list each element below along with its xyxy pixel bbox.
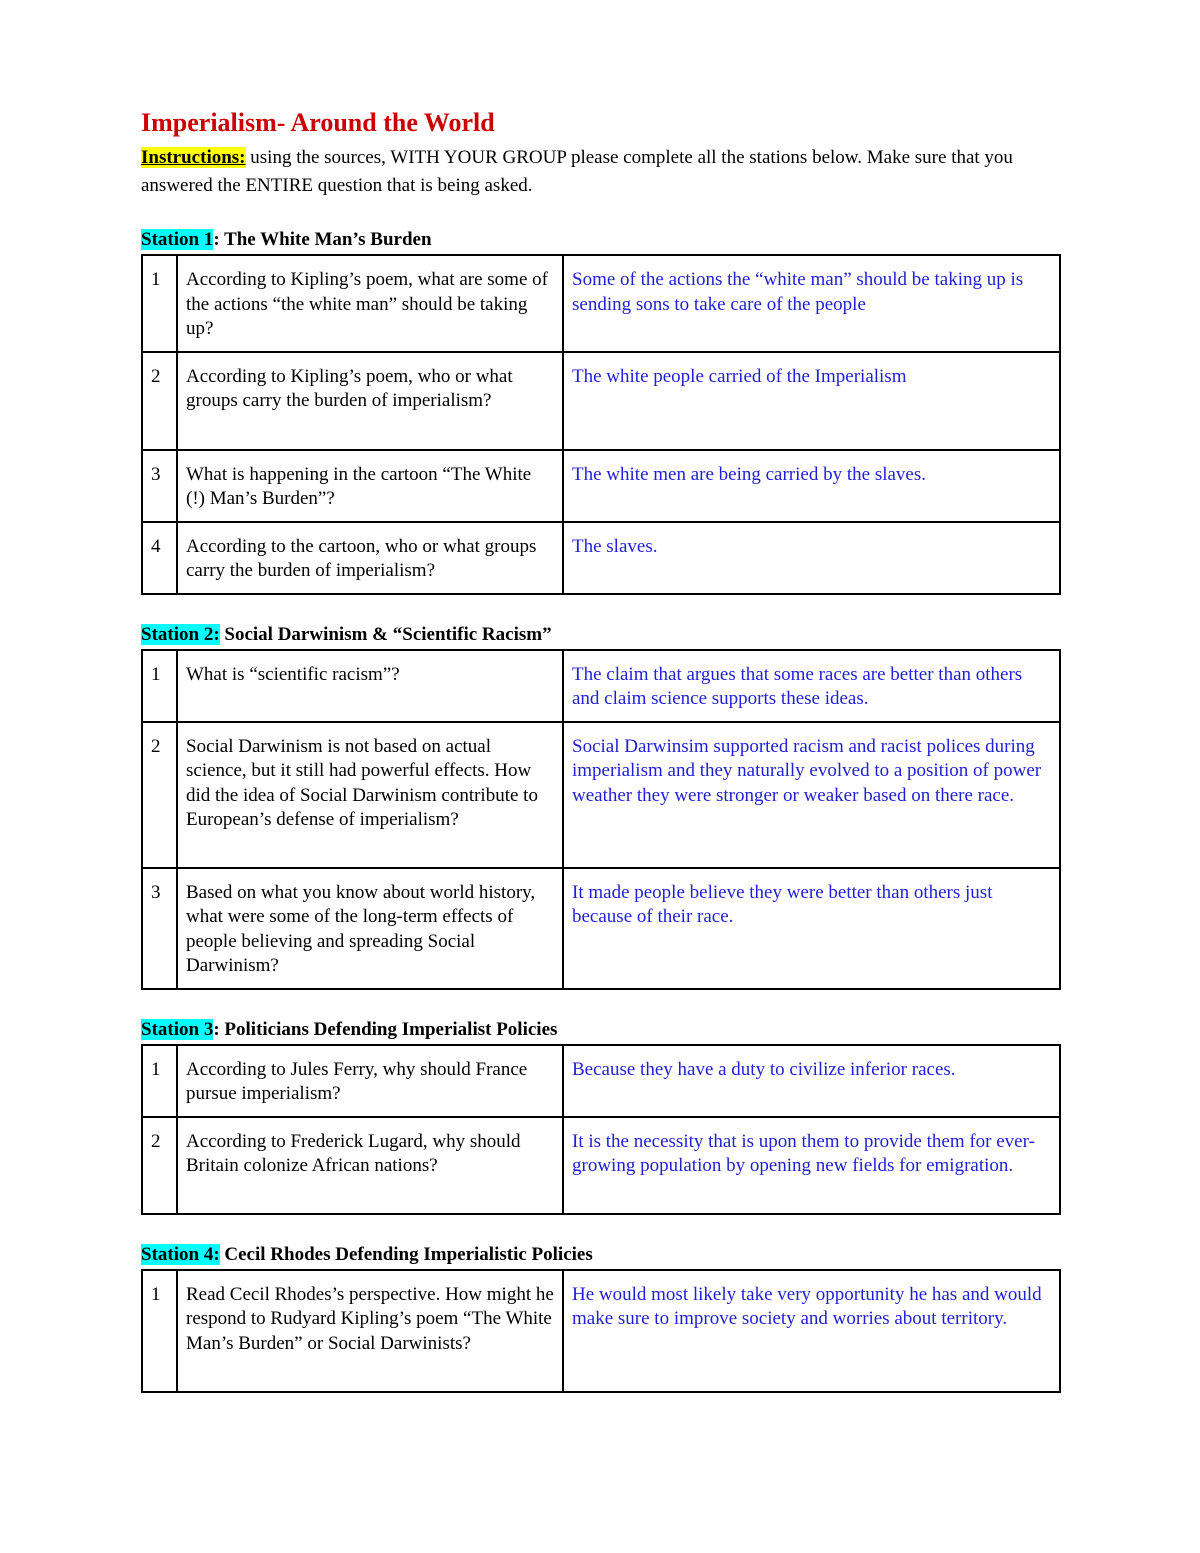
station-3-label: Station 3 (141, 1018, 214, 1040)
station-3-title: Politicians Defending Imperialist Policies (219, 1018, 558, 1040)
question-cell: According to Jules Ferry, why should France pursue imperialism? (177, 1045, 563, 1117)
station-1-title: The White Man’s Burden (219, 229, 432, 250)
row-number: 2 (142, 352, 177, 450)
answer-cell[interactable]: Social Darwinsim supported racism and racist polices during imperialism and they naturally evolved to a position of power weather they were stronger or weaker based on there race. (563, 722, 1060, 868)
row-number: 1 (142, 1270, 177, 1392)
station-3-table (141, 1044, 1061, 1215)
instructions-label: Instructions: (141, 147, 246, 168)
answer-cell[interactable]: It made people believe they were better than others just because of their race. (563, 868, 1060, 989)
answer-cell[interactable]: Some of the actions the “white man” should be taking up is sending sons to take care of the people (563, 255, 1060, 352)
station-1-sep: : (213, 229, 220, 250)
station-4-label: Station 4: (141, 1243, 220, 1265)
instructions-text: using the sources, WITH YOUR GROUP please complete all the stations below. Make sure that you answered the ENTIRE question that is being asked. (141, 147, 1013, 196)
answer-cell[interactable]: The claim that argues that some races are better than others and claim science supports these ideas. (563, 650, 1060, 722)
table-row (142, 522, 1060, 594)
station-4-heading (141, 1243, 1061, 1267)
table-row (142, 868, 1060, 989)
answer-cell[interactable]: The white people carried of the Imperialism (563, 352, 1060, 450)
station-2-heading (141, 623, 1061, 647)
table-row (142, 1045, 1060, 1117)
station-3-sep: : (213, 1018, 220, 1040)
question-cell: Based on what you know about world history, what were some of the long-term effects of people believing and spreading Social Darwinism? (177, 868, 563, 989)
question-cell: What is “scientific racism”? (177, 650, 563, 722)
station-2-table (141, 649, 1061, 990)
row-number: 3 (142, 868, 177, 989)
station-1-table (141, 254, 1061, 595)
answer-cell[interactable]: The white men are being carried by the slaves. (563, 450, 1060, 522)
table-row (142, 450, 1060, 522)
question-cell: According to Kipling’s poem, what are some of the actions “the white man” should be taking up? (177, 255, 563, 352)
station-1-label: Station 1 (141, 229, 214, 250)
question-cell: According to Frederick Lugard, why should Britain colonize African nations? (177, 1117, 563, 1214)
answer-cell[interactable]: It is the necessity that is upon them to provide them for ever-growing population by opening new fields for emigration. (563, 1117, 1060, 1214)
answer-cell[interactable]: Because they have a duty to civilize inferior races. (563, 1045, 1060, 1117)
row-number: 2 (142, 722, 177, 868)
table-row (142, 1117, 1060, 1214)
row-number: 1 (142, 255, 177, 352)
table-row (142, 1270, 1060, 1392)
question-cell: Read Cecil Rhodes’s perspective. How might he respond to Rudyard Kipling’s poem “The White Man’s Burden” or Social Darwinists? (177, 1270, 563, 1392)
station-4-table (141, 1269, 1061, 1393)
station-2-title: Social Darwinism & “Scientific Racism” (219, 623, 552, 645)
page-title: Imperialism- Around the World (141, 108, 495, 137)
station-4-title: Cecil Rhodes Defending Imperialistic Policies (219, 1243, 593, 1265)
station-1-heading (141, 228, 1061, 252)
answer-cell[interactable]: The slaves. (563, 522, 1060, 594)
table-row (142, 352, 1060, 450)
instructions (141, 144, 1061, 200)
table-row (142, 650, 1060, 722)
table-row (142, 255, 1060, 352)
worksheet-page (141, 108, 1061, 1393)
row-number: 1 (142, 1045, 177, 1117)
row-number: 3 (142, 450, 177, 522)
table-row (142, 722, 1060, 868)
question-cell: Social Darwinism is not based on actual science, but it still had powerful effects. How did the idea of Social Darwinism contribute to European’s defense of imperialism? (177, 722, 563, 868)
question-cell: What is happening in the cartoon “The White (!) Man’s Burden”? (177, 450, 563, 522)
answer-cell[interactable]: He would most likely take very opportunity he has and would make sure to improve society and worries about territory. (563, 1270, 1060, 1392)
row-number: 1 (142, 650, 177, 722)
station-3-heading (141, 1018, 1061, 1042)
row-number: 2 (142, 1117, 177, 1214)
question-cell: According to the cartoon, who or what groups carry the burden of imperialism? (177, 522, 563, 594)
station-2-label: Station 2: (141, 623, 220, 645)
question-cell: According to Kipling’s poem, who or what groups carry the burden of imperialism? (177, 352, 563, 450)
row-number: 4 (142, 522, 177, 594)
